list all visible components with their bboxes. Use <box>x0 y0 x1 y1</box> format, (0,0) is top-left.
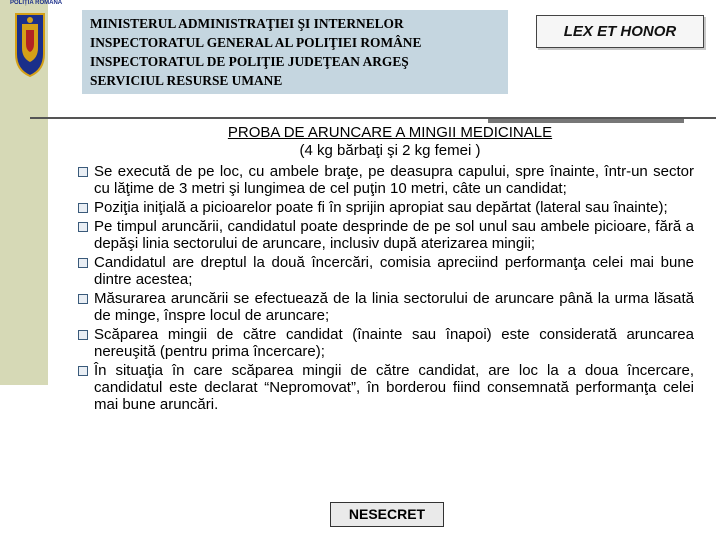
list-item-text: Măsurarea aruncării se efectuează de la linia sectorului de aruncare până la urma lăsată de minge, înspre locul de aruncare; <box>94 290 694 324</box>
checkbox-bullet-icon <box>78 258 88 268</box>
list-item-text: În situaţia în care scăparea mingii de către candidat, are loc la a doua încercare, candidatul este declarat “Nepromovat”, în borderou fiind consemnată performanţa celei mai bune aruncări. <box>94 362 694 413</box>
police-crest-logo <box>12 10 48 80</box>
list-item-text: Scăparea mingii de către candidat (înainte sau înapoi) este considerată aruncarea nereuşită (pentru prima încercare); <box>94 326 694 360</box>
list-item-text: Poziţia iniţială a picioarelor poate fi în sprijin apropiat sau depărtat (lateral sau înainte); <box>94 199 668 216</box>
list-item <box>78 362 694 413</box>
divider-accent <box>488 119 684 123</box>
list-item <box>78 254 694 288</box>
header-line-general-inspectorate: INSPECTORATUL GENERAL AL POLIŢIEI ROMÂNE <box>90 35 422 50</box>
checkbox-bullet-icon <box>78 330 88 340</box>
list-item <box>78 163 694 197</box>
rules-list <box>78 163 694 415</box>
checkbox-bullet-icon <box>78 366 88 376</box>
checkbox-bullet-icon <box>78 167 88 177</box>
classification-label: NESECRET <box>330 502 444 527</box>
header-line-service: SERVICIUL RESURSE UMANE <box>90 73 283 88</box>
list-item <box>78 199 694 216</box>
logo-caption: POLIȚIA ROMÂNĂ <box>10 0 63 6</box>
header-line-county-inspectorate: INSPECTORATUL DE POLIŢIE JUDEŢEAN ARGEŞ <box>90 54 409 69</box>
checkbox-bullet-icon <box>78 203 88 213</box>
list-item <box>78 218 694 252</box>
list-item-text: Candidatul are dreptul la două încercări, comisia apreciind performanţa celei mai bune dintre acestea; <box>94 254 694 288</box>
institution-header <box>82 10 508 94</box>
checkbox-bullet-icon <box>78 222 88 232</box>
list-item-text: Pe timpul aruncării, candidatul poate desprinde de pe sol unul sau ambele picioare, fără a depăşi linia sectorului de aruncare, inclusiv după aterizarea mingii; <box>94 218 694 252</box>
section-title: PROBA DE ARUNCARE A MINGII MEDICINALE <box>227 124 553 141</box>
checkbox-bullet-icon <box>78 294 88 304</box>
list-item <box>78 290 694 324</box>
list-item <box>78 326 694 360</box>
section-heading <box>150 124 630 160</box>
section-subtitle: (4 kg bărbaţi şi 2 kg femei ) <box>299 142 481 159</box>
list-item-text: Se execută de pe loc, cu ambele braţe, pe deasupra capului, spre înainte, într-un sector cu lăţime de 3 metri şi lungimea de cel puţin 10 metri, câte un candidat; <box>94 163 694 197</box>
motto-box: LEX ET HONOR <box>536 15 704 48</box>
header-line-ministry: MINISTERUL ADMINISTRAŢIEI ŞI INTERNELOR <box>90 16 404 31</box>
